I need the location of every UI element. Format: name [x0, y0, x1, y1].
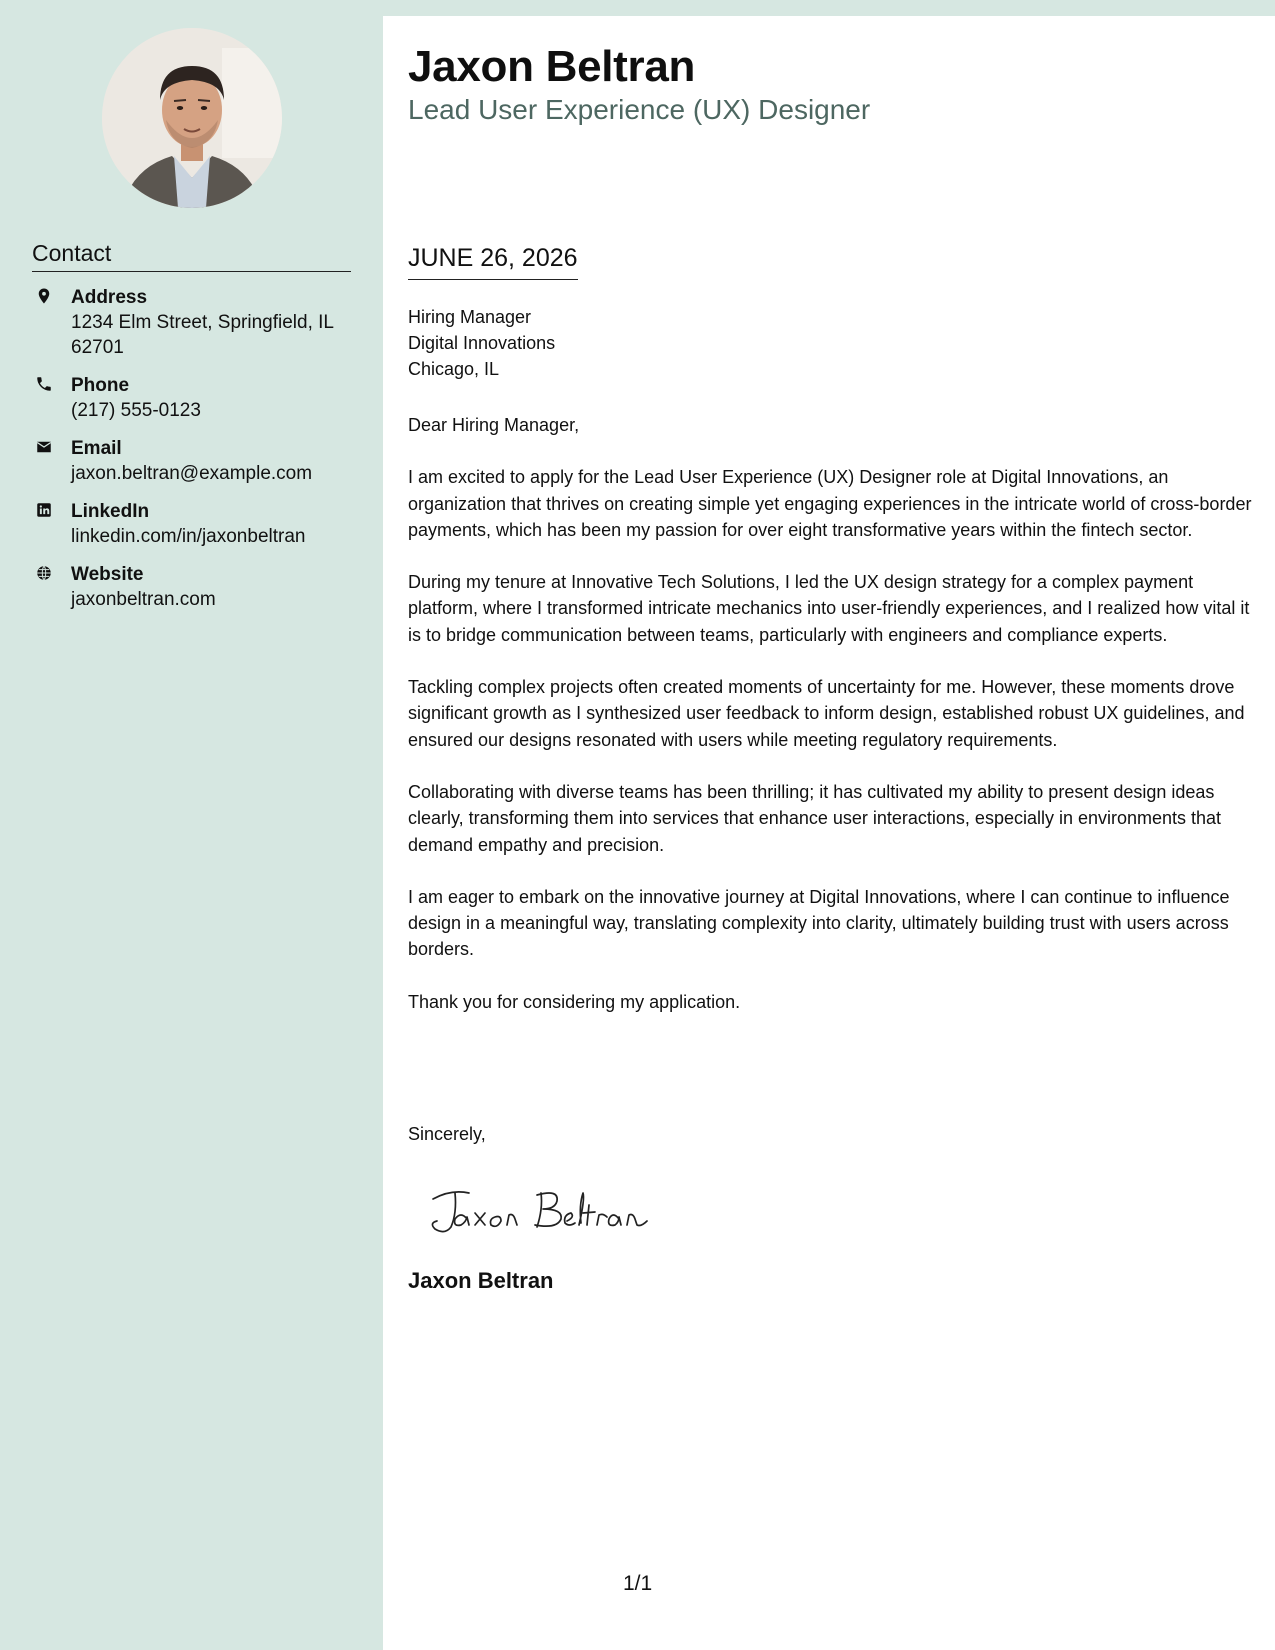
contact-section-title: Contact: [32, 240, 351, 272]
contact-value: 1234 Elm Street, Springfield, IL 62701: [71, 312, 334, 358]
letter-date: JUNE 26, 2026: [408, 244, 578, 280]
contact-item-email: [32, 436, 351, 486]
contact-item-phone: [32, 373, 351, 423]
letter-body: [408, 412, 1253, 1041]
contact-value: (217) 555-0123: [71, 400, 201, 421]
contact-label: Email: [71, 438, 122, 459]
body-paragraph: Tackling complex projects often created moments of uncertainty for me. However, these moments drove significant growth as I synthesized user feedback to inform design, established robust UX guidelines, and ensured our designs resonated with users while meeting regulatory requirements.: [408, 677, 1245, 750]
contact-value: linkedin.com/in/jaxonbeltran: [71, 526, 306, 547]
contact-value: jaxon.beltran@example.com: [71, 463, 313, 484]
sidebar: [0, 0, 383, 1650]
body-paragraph: Collaborating with diverse teams has been thrilling; it has cultivated my ability to present design ideas clearly, transforming them into services that enhance user interactions, especially in environments that demand empathy and precision.: [408, 781, 1222, 855]
globe-icon: [34, 563, 54, 583]
contact-item-website: [32, 562, 351, 612]
applicant-role: Lead User Experience (UX) Designer: [408, 94, 871, 125]
closing: Sincerely,: [408, 1124, 486, 1144]
phone-icon: [34, 374, 54, 394]
page-number: 1/1: [623, 1572, 653, 1595]
location-pin-icon: [34, 286, 54, 306]
envelope-icon: [34, 437, 54, 457]
handwritten-signature: [421, 1179, 661, 1239]
signer-name: Jaxon Beltran: [408, 1268, 554, 1293]
body-paragraph: I am excited to apply for the Lead User Experience (UX) Designer role at Digital Innovations, an organization that thrives on creating simple yet engaging experiences in the intricate world of cross-border payments, which has been my passion for over eight transformative years within the fintech sector.: [408, 467, 1252, 540]
contact-label: Website: [71, 564, 144, 585]
contact-label: Phone: [71, 375, 130, 396]
salutation: Dear Hiring Manager,: [408, 415, 580, 435]
recipient-line: Chicago, IL: [408, 359, 500, 379]
body-paragraph: I am eager to embark on the innovative journey at Digital Innovations, where I can continue to influence design in a meaningful way, translating complexity into clarity, ultimately building trust with users across borders.: [408, 886, 1230, 960]
body-paragraph: During my tenure at Innovative Tech Solutions, I led the UX design strategy for a complex payment platform, where I transformed intricate mechanics into user-friendly experiences, and I realized how vital it is to bridge communication between teams, particularly with engineers and compliance experts.: [408, 572, 1250, 645]
contact-label: Address: [71, 287, 148, 308]
recipient-line: Hiring Manager: [408, 307, 532, 327]
profile-photo: [102, 28, 282, 208]
applicant-name: Jaxon Beltran: [408, 42, 696, 91]
letter-panel: [383, 16, 1275, 1650]
contact-item-linkedin: [32, 499, 351, 549]
linkedin-icon: [34, 500, 54, 520]
contact-label: LinkedIn: [71, 501, 150, 522]
contact-value: jaxonbeltran.com: [71, 589, 216, 610]
contact-list: [32, 285, 351, 625]
recipient-block: [408, 304, 555, 382]
recipient-line: Digital Innovations: [408, 333, 556, 353]
contact-item-address: [32, 285, 351, 360]
body-paragraph: Thank you for considering my application.: [408, 991, 741, 1012]
